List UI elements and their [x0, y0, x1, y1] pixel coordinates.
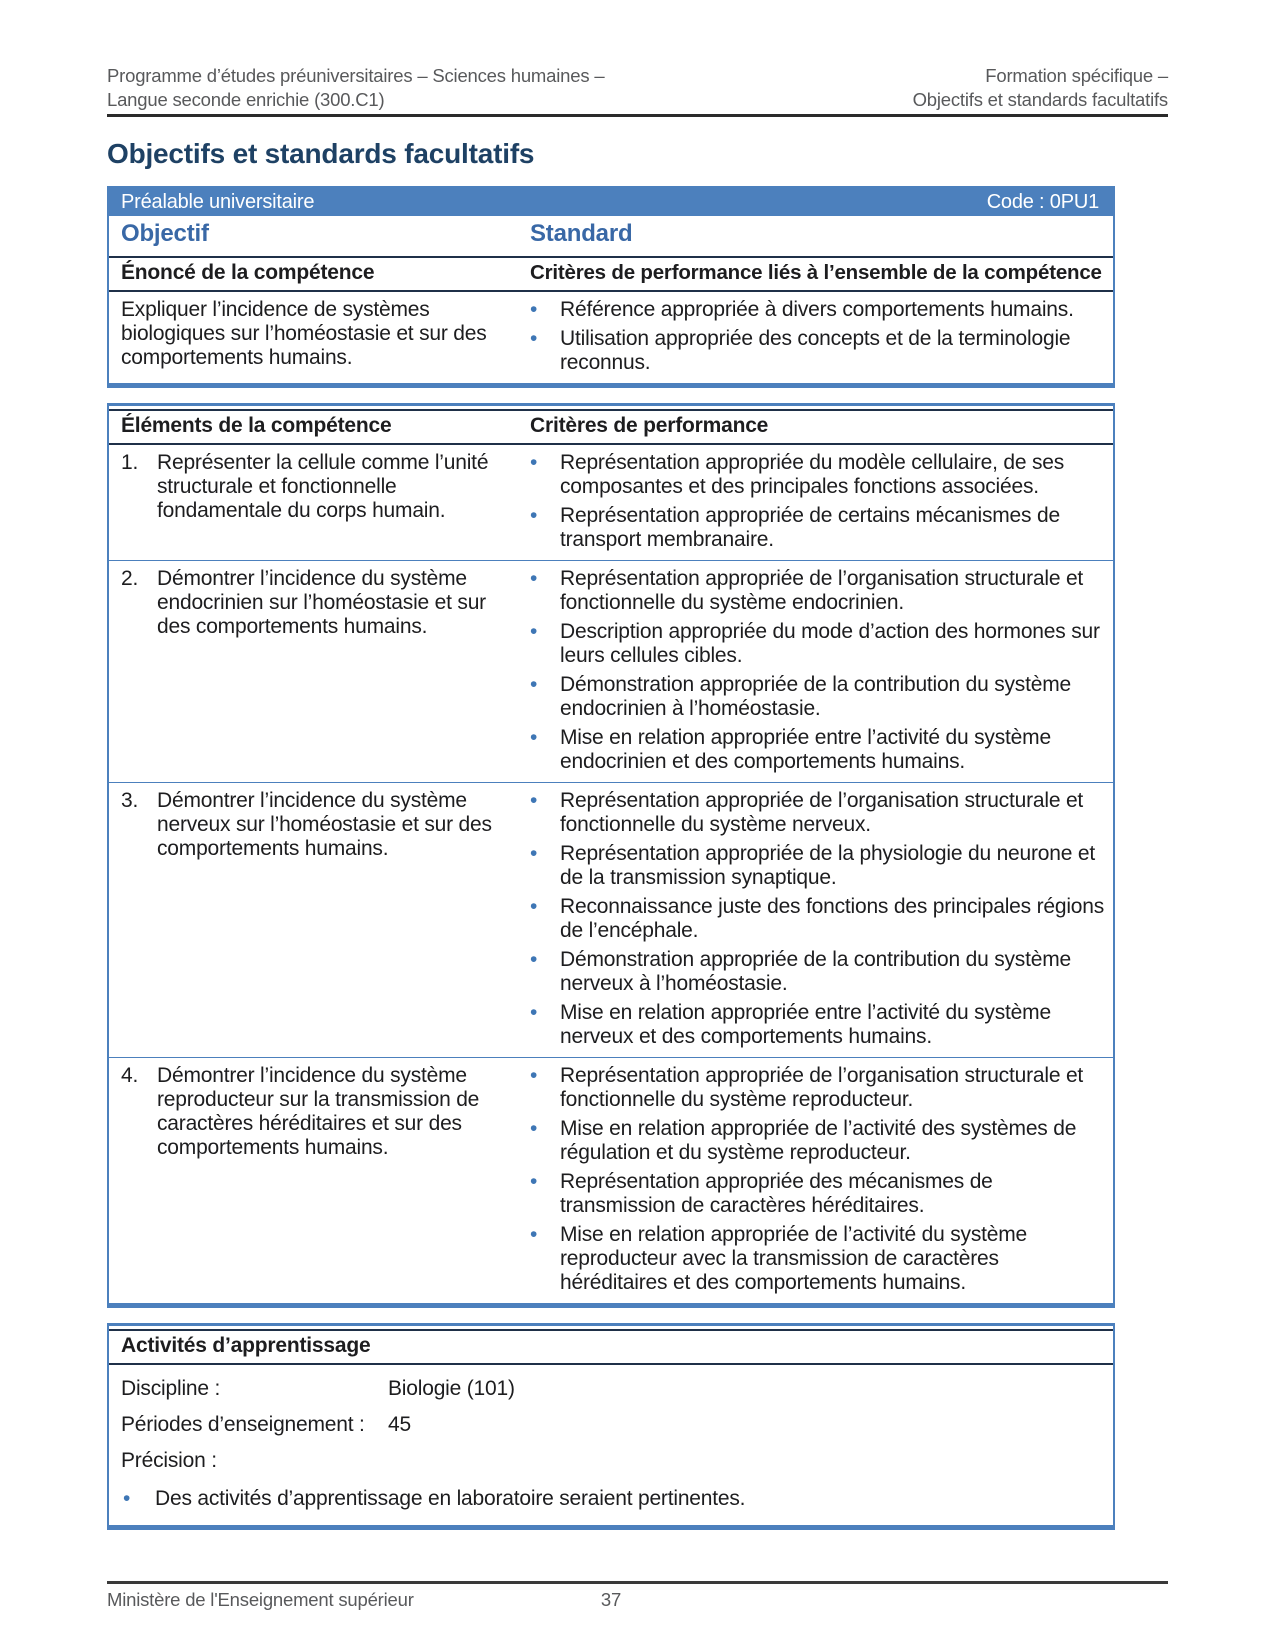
criteria-text: Représentation appropriée de la physiologie du neurone et de la transmission synaptique.: [560, 842, 1095, 889]
criteria-item: [530, 1223, 1109, 1295]
banner-code: Code : 0PU1: [986, 190, 1099, 213]
activities-table: [107, 1323, 1115, 1530]
element-number: 2.: [121, 567, 139, 590]
competency-table-header: [109, 256, 1113, 292]
bullet-icon: •: [530, 1001, 538, 1024]
criteria-item: [530, 895, 1109, 943]
criteria-text: Description appropriée du mode d’action des hormones sur leurs cellules cibles.: [560, 620, 1100, 667]
column-header-objectif: Objectif: [121, 220, 209, 247]
criteria-list: [530, 1064, 1109, 1295]
criteria-text: Mise en relation appropriée de l’activité des systèmes de régulation et du système reproducteur.: [560, 1117, 1077, 1164]
activity-field: [121, 1413, 1101, 1437]
performance-header: Critères de performance: [530, 414, 769, 437]
criteria-list: [530, 567, 1109, 774]
element-row: [109, 560, 1113, 782]
bullet-icon: •: [530, 620, 538, 643]
elements-table: [107, 403, 1115, 1308]
element-number: 3.: [121, 789, 139, 812]
criteria-item: [530, 1170, 1109, 1218]
criteria-item: [530, 1064, 1109, 1112]
element-cell: [109, 1064, 512, 1295]
running-header-right-line1: Formation spécifique –: [985, 65, 1168, 86]
criteria-item: [530, 673, 1109, 721]
element-number: 1.: [121, 451, 139, 474]
note-item: [121, 1487, 1101, 1511]
bullet-icon: •: [530, 567, 538, 590]
field-value: Biologie (101): [388, 1377, 515, 1400]
field-value: 45: [388, 1413, 411, 1436]
footer-ministry: Ministère de l'Enseignement supérieur: [107, 1589, 422, 1610]
element-cell: [109, 789, 512, 1049]
running-header: [107, 64, 1168, 112]
element-cell: [109, 451, 512, 552]
criteria-item: [530, 726, 1109, 774]
note-text: Des activités d’apprentissage en laboratoire seraient pertinentes.: [155, 1487, 746, 1510]
element-text: Démontrer l’incidence du système nerveux sur l’homéostasie et sur des comportements humains.: [157, 789, 492, 860]
header-rule: [107, 114, 1168, 117]
activity-field: [121, 1377, 1101, 1401]
bullet-icon: •: [530, 298, 538, 321]
criteria-text: Référence appropriée à divers comportements humains.: [560, 298, 1074, 321]
running-header-left: [107, 64, 604, 112]
elements-rows: [109, 445, 1113, 1303]
competency-criteria-cell: [512, 298, 1113, 375]
criteria-text: Représentation appropriée de l’organisation structurale et fonctionnelle du système nerveux.: [560, 789, 1084, 836]
criteria-item: [530, 327, 1109, 375]
competency-row: [109, 292, 1113, 383]
element-text: Représenter la cellule comme l’unité structurale et fonctionnelle fondamentale du corps humain.: [157, 451, 489, 522]
bullet-icon: •: [530, 451, 538, 474]
criteria-item: [530, 789, 1109, 837]
field-label: Discipline :: [121, 1377, 221, 1400]
bullet-icon: •: [530, 673, 538, 696]
criteria-text: Démonstration appropriée de la contribution du système nerveux à l’homéostasie.: [560, 948, 1071, 995]
criteria-list: [530, 298, 1109, 375]
banner: [109, 188, 1113, 216]
elements-table-header: [109, 409, 1113, 445]
page-footer: [107, 1589, 1115, 1611]
element-criteria-cell: [512, 789, 1113, 1049]
bullet-icon: •: [530, 1117, 538, 1140]
criteria-item: [530, 567, 1109, 615]
activities-fields: [121, 1377, 1101, 1473]
bullet-icon: •: [123, 1487, 131, 1510]
criteria-text: Représentation appropriée de l’organisation structurale et fonctionnelle du système reproducteur.: [560, 1064, 1084, 1111]
criteria-text: Démonstration appropriée de la contribution du système endocrinien à l’homéostasie.: [560, 673, 1071, 720]
criteria-item: [530, 1001, 1109, 1049]
column-header-standard: Standard: [530, 220, 633, 247]
bullet-icon: •: [530, 1064, 538, 1087]
criteria-text: Mise en relation appropriée de l’activité du système reproducteur avec la transmission de caractères héréditaires et des comportements humains.: [560, 1223, 1028, 1294]
running-header-left-line2: Langue seconde enrichie (300.C1): [107, 89, 385, 110]
element-row: [109, 445, 1113, 560]
criteria-text: Représentation appropriée du modèle cellulaire, de ses composantes et des principales fonctions associées.: [560, 451, 1065, 498]
criteria-item: [530, 451, 1109, 499]
bullet-icon: •: [530, 1170, 538, 1193]
bullet-icon: •: [530, 948, 538, 971]
running-header-right: [913, 64, 1168, 112]
criteria-text: Mise en relation appropriée entre l’activité du système nerveux et des comportements humains.: [560, 1001, 1051, 1048]
criteria-item: [530, 948, 1109, 996]
criteria-text: Utilisation appropriée des concepts et de la terminologie reconnus.: [560, 327, 1071, 374]
competency-table: [107, 186, 1115, 388]
criteria-item: [530, 504, 1109, 552]
bullet-icon: •: [530, 504, 538, 527]
element-text: Démontrer l’incidence du système endocrinien sur l’homéostasie et sur des comportements humains.: [157, 567, 486, 638]
element-criteria-cell: [512, 567, 1113, 774]
statement-header: Énoncé de la compétence: [121, 261, 375, 284]
criteria-item: [530, 298, 1109, 322]
page-number: 37: [600, 1589, 622, 1610]
bullet-icon: •: [530, 842, 538, 865]
criteria-item: [530, 1117, 1109, 1165]
element-cell: [109, 567, 512, 774]
field-label: Précision :: [121, 1449, 217, 1472]
column-headers: [109, 216, 1113, 256]
criteria-list: [530, 451, 1109, 552]
page-title: Objectifs et standards facultatifs: [107, 138, 535, 169]
bullet-icon: •: [530, 895, 538, 918]
element-row: [109, 782, 1113, 1057]
bullet-icon: •: [530, 1223, 538, 1246]
activities-header: Activités d’apprentissage: [121, 1334, 371, 1357]
bullet-icon: •: [530, 327, 538, 350]
element-row: [109, 1057, 1113, 1303]
running-header-left-line1: Programme d’études préuniversitaires – Sciences humaines –: [107, 65, 605, 86]
footer-rule: [107, 1581, 1168, 1584]
criteria-text: Représentation appropriée des mécanismes de transmission de caractères héréditaires.: [560, 1170, 993, 1217]
competency-statement-cell: [109, 298, 512, 375]
activities-header-row: [109, 1329, 1113, 1365]
element-number: 4.: [121, 1064, 139, 1087]
activities-notes: [121, 1487, 1101, 1511]
running-header-right-line2: Objectifs et standards facultatifs: [912, 89, 1168, 110]
banner-label: Préalable universitaire: [121, 190, 315, 213]
bullet-icon: •: [530, 726, 538, 749]
activities-body: [109, 1377, 1113, 1525]
element-criteria-cell: [512, 1064, 1113, 1295]
elements-header: Éléments de la compétence: [121, 414, 392, 437]
bullet-icon: •: [530, 789, 538, 812]
criteria-text: Reconnaissance juste des fonctions des principales régions de l’encéphale.: [560, 895, 1105, 942]
criteria-list: [530, 789, 1109, 1049]
element-text: Démontrer l’incidence du système reproducteur sur la transmission de caractères héréditaires et sur des comportements humains.: [157, 1064, 480, 1159]
criteria-text: Mise en relation appropriée entre l’activité du système endocrinien et des comportements humains.: [560, 726, 1051, 773]
criteria-text: Représentation appropriée de certains mécanismes de transport membranaire.: [560, 504, 1060, 551]
criteria-text: Représentation appropriée de l’organisation structurale et fonctionnelle du système endocrinien.: [560, 567, 1084, 614]
competency-statement: Expliquer l’incidence de systèmes biologiques sur l’homéostasie et sur des comportements humains.: [121, 298, 487, 369]
element-criteria-cell: [512, 451, 1113, 552]
activity-field: [121, 1449, 1101, 1473]
criteria-item: [530, 842, 1109, 890]
criteria-header: Critères de performance liés à l’ensemble de la compétence: [530, 261, 1102, 284]
criteria-item: [530, 620, 1109, 668]
field-label: Périodes d’enseignement :: [121, 1413, 365, 1436]
